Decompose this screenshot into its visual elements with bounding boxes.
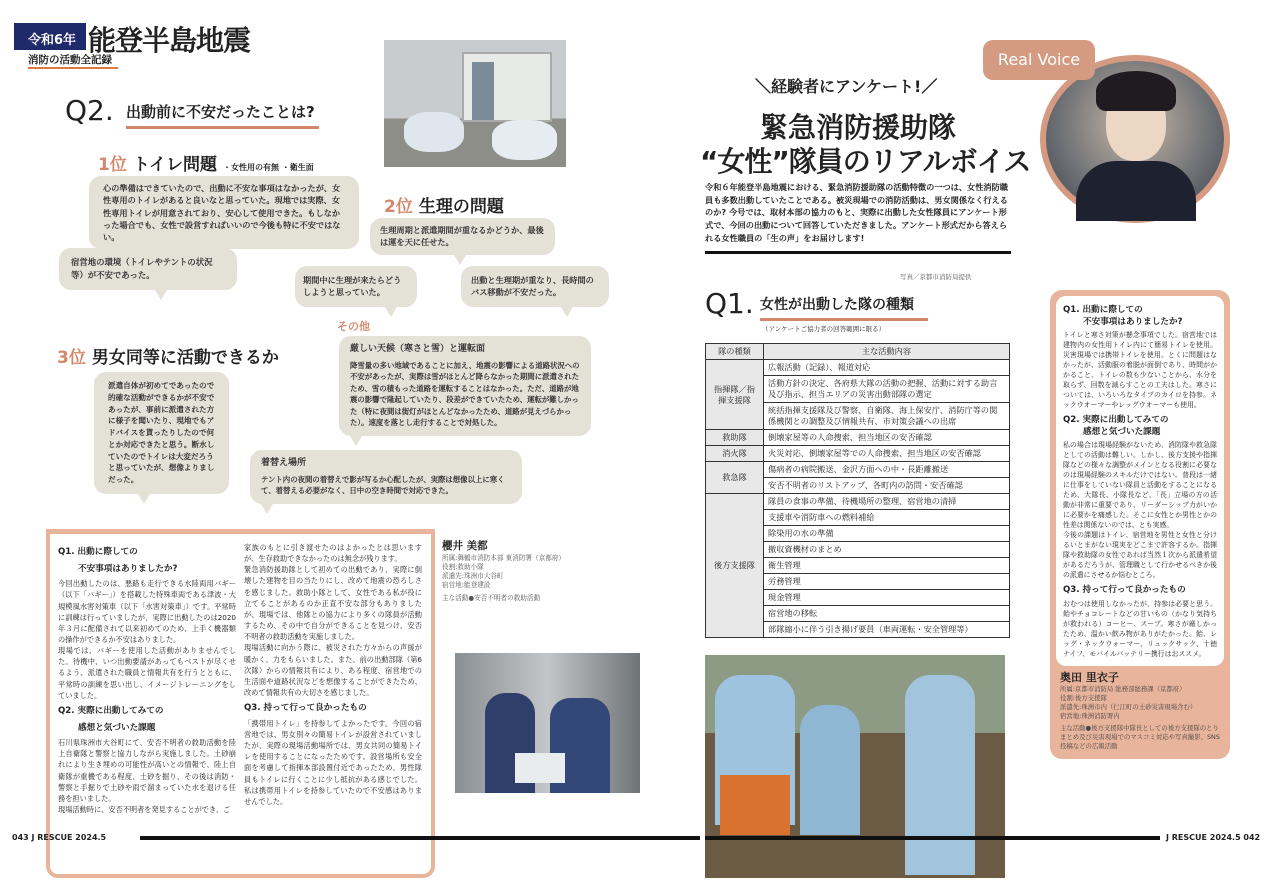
unit-type-cell: 後方支援隊 bbox=[706, 494, 764, 638]
question-heading-cont: 不安事項はありましたか? bbox=[1083, 316, 1183, 327]
activity-cell: 安否不明者のリストアップ、各町内の訪問・安否確認 bbox=[764, 478, 1010, 494]
photo-credit: 写真／京都市消防局提供 bbox=[900, 273, 972, 281]
activity-cell: 統括指揮支援隊及び警察、自衛隊、海上保安庁、消防庁等の関係機関との調整及び情報共有、市対策会議への出席 bbox=[764, 403, 1010, 430]
activity-cell: 除染用の水の準備 bbox=[764, 526, 1010, 542]
table-header: 主な活動内容 bbox=[764, 344, 1010, 360]
unit-type-cell: 救急隊 bbox=[706, 462, 764, 494]
answer-bubble: 心の準備はできていたので、出動に不安な事項はなかったが、女性専用のトイレがあると良いなと思っていた。現地では実際、女性専用トイレが用意されており、安心して使用できた。もしなかった場合でも、女性で設営すればいいので今後も特に不安ではない。 bbox=[89, 176, 359, 249]
answer-text: 石川県珠洲市大谷町にて、安否不明者の救助活動を陸上自衛隊と警察と協力しながら実施しました。土砂崩れにより生き埋めの可能性が高いとの情報で、陸上自衛隊が重機である程度、土砂を掘り、その後は消防・警察と手掘りで土砂や雨で溜まっていた水を退ける任務を担いました。 現場活動時に、安否不明者を発見することができ、ご bbox=[58, 738, 236, 815]
q1-number: Q1. bbox=[705, 287, 754, 320]
profile-okuda: 奥田 里衣子 所属:京都市消防局 総務部総務課（京都府） 役割:後方支援隊 派遣先:珠洲市内（仁江町の土砂災害現場含む） 宿営地:珠洲消防署内 主な活動●後方支援隊中隊長としての後方支援隊のとりまとめ及び災害現場でのマスコミ対応や写真撮影、SNS投稿などの広報活動 bbox=[1060, 670, 1220, 751]
answer-text: 家族のもとに引き渡せたのはよかったとは思いますが、生存救助できなかったのは無念が残ります。 緊急消防援助隊として初めての出動であり、実際に倒壊した建物を目の当たりにし、改めて地震の恐ろしさを感じました。救助小隊として、女性である私が役に立てることがあるのか正直不安な部分もありましたが、現場では、他隊との協力により多くの隊員が活動するため、その中で自分ができることを見つけ、安否不明者の救助活動を実施しました。 現場活動に向かう際に、被災された方々からの声援が暖かく、力をもらいました。また、前の出動部隊（第6次隊）からの情報共有により、ある程度、宿営地での生活面や道路状況などを想像することができたため、改めて情報共有の大切さを感じました。 bbox=[244, 543, 422, 698]
activity-cell: 傷病者の病院搬送、金沢方面への中・長距離搬送 bbox=[764, 462, 1010, 478]
series-title: 能登半島地震 bbox=[88, 24, 251, 57]
question-heading: Q3. 持って行って良かったもの bbox=[244, 703, 367, 714]
interview-box-right bbox=[1056, 296, 1224, 666]
answer-bubble: 期間中に生理が来たらどうしようと思っていた。 bbox=[295, 266, 417, 307]
table-row bbox=[706, 494, 1010, 510]
activity-cell: 労務管理 bbox=[764, 574, 1010, 590]
other-bubble-weather: 厳しい天候（寒さと雪）と運転面 降雪量の多い地域であることに加え、地震の影響による道路状況への不安があったが、実際は雪がほとんど降らなかった期間に派遣されたため、雪の積もった道路を運転することはなかった。ただ、道路が地震の影響で隆起していたり、段差ができていたため、運転が難しかった（特に夜間は街灯がほとんどなかったため、道路が見えづらかった）。速度を落とし走行することで対処した。 bbox=[339, 336, 591, 436]
question-heading-cont: 感想と気づいた課題 bbox=[78, 722, 156, 733]
activity-cell: 撤収資機材のまとめ bbox=[764, 542, 1010, 558]
activity-cell: 倒壊家屋等の人命捜索、担当地区の安否確認 bbox=[764, 430, 1010, 446]
unit-type-cell: 救助隊 bbox=[706, 430, 764, 446]
answer-bubble: 宿営地の環境（トイレやテントの状況等）が不安であった。 bbox=[59, 248, 237, 290]
kicker: ＼経験者にアンケート!／ bbox=[755, 77, 938, 96]
answer-bubble: 生理周期と派遣期間が重なるかどうか、最後は運を天に任せた。 bbox=[370, 218, 555, 255]
table-row bbox=[706, 446, 1010, 462]
activity-cell: 支援車や消防車への燃料補給 bbox=[764, 510, 1010, 526]
answer-bubble: 派遣自体が初めてであったので的確な活動ができるかが不安であったが、事前に派遣された方に様子を聞いたり、現地でもアドバイスを貰ったりしたので何とか対応できたと思う。断水していたのでトイレは大変だろうと思っていたが、想像よりましだった。 bbox=[94, 372, 229, 494]
other-label: その他 bbox=[337, 320, 370, 333]
footer-left: 043 J RESCUE 2024.5 bbox=[12, 833, 107, 842]
answer-text: 私の場合は現場経験がないため、消防隊や救急隊としての活動は難しい。しかし、後方支援や指揮隊などの様々な調整がメインとなる役割に必要なのは現場経験のスキルだけではない。普段は一緒に仕事をしていない隊員と活動をすることになるため、大隊長、小隊長など、「長」立場の方の活動が非常に重要であり、リーダーシップ力がいかに必要かを痛感した。そこに女性とか男性とかの性差は関係ないのでは、とも実感。 今後の課題はトイレ、宿営地を男性と女性と分けるいとまがない現実をどこまで許容するか。指揮隊や救助隊の女性であれば当然１次から派遣希望があるだろうが、管理職として行かせるべきか後の派遣にさせるか悩むところ。 bbox=[1063, 441, 1217, 580]
question-heading: Q2. 実際に出動してみての bbox=[58, 705, 164, 716]
activity-cell: 火災対応、倒壊家屋等での人命捜索、担当地区の安否確認 bbox=[764, 446, 1010, 462]
footer-rule-left bbox=[140, 836, 700, 840]
activity-cell: 宿営地の移転 bbox=[764, 606, 1010, 622]
unit-types-table bbox=[705, 343, 1010, 638]
activity-cell: 隊員の食事の準備、待機場所の整理、宿営地の清掃 bbox=[764, 494, 1010, 510]
q2-title: 出動前に不安だったことは? bbox=[126, 101, 319, 129]
q1-title: 女性が出動した隊の種類 bbox=[760, 294, 928, 321]
series-subtitle: 消防の活動全記録 bbox=[28, 52, 118, 69]
table-row bbox=[706, 462, 1010, 478]
answer-text: トイレと寒さ対策が懸念事項でした。宿営地では建物内の女性用トイレ内にて簡易トイレを使用。災害現場では携帯トイレを使用。とくに問題はなかったが、活動服の着脱が面倒であり、時間がかかること、トイレの数も少ないことから、水分を取らず、回数を減らすことの工夫はした。寒さについては、いろいろなタイプのカイロを持参。ネックウオーマーやレッグウオーマーも使用。 bbox=[1063, 331, 1217, 410]
activity-cell: 部隊縮小に伴う引き揚げ要員（車両運転・安全管理等） bbox=[764, 622, 1010, 638]
series-badge: 令和6年 bbox=[14, 23, 86, 50]
question-heading: Q3. 持って行って良かったもの bbox=[1063, 585, 1186, 596]
photo-digging-rescue bbox=[705, 655, 1005, 878]
question-heading: Q1. 出動に際しての bbox=[1063, 305, 1143, 315]
other-bubble-changing: 着替え場所 テント内の夜間の着替えで影が写るか心配したが、実際は想像以上に寒くて、着替える必要がなく、日中の空き時間で対応できた。 bbox=[250, 450, 522, 504]
activity-cell: 衛生管理 bbox=[764, 558, 1010, 574]
rank2-heading: 2位 生理の問題 bbox=[384, 197, 504, 217]
profile-sakurai: 櫻井 美都 所属:舞鶴市消防本部 東消防署（京都府） 役割:救助小隊 派遣先:珠洲市大谷町 宿営地:能登建設 主な活動●安否不明者の救助活動 bbox=[438, 533, 578, 609]
unit-type-cell: 消火隊 bbox=[706, 446, 764, 462]
question-heading-cont: 感想と気づいた課題 bbox=[1083, 426, 1161, 437]
answer-text: おむつは使用しなかったが、持参は必要と思う。飴やチョコレートなどの甘いもの（かなり気持ちが救われる）コーヒー、スープ。寒さが厳しかったため、温かい飲み物がありがたかった。飴、レッグ・ネックウォーマー、リュックサック、十徳ナイフ、モバイルバッテリー携行はおススメ。 bbox=[1063, 599, 1217, 658]
footer-rule-right bbox=[705, 836, 1160, 840]
unit-type-cell: 指揮隊／指揮支援隊 bbox=[706, 360, 764, 430]
lead-text: 令和６年能登半島地震における、緊急消防援助隊の活動特徴の一つは、女性消防職員も多数出動していたことである。被災現場での消防活動は、男女関係なく行えるのか? 今号では、取材本部の協力のもと、実際に出動した女性隊員にアンケート形式で、今回の出動について回答していただきました。アンケート形式だから答えられる女性職員の「生の声」をお届けします! bbox=[705, 181, 1011, 254]
q1-note: （アンケートご協力者の回答範囲に限る） bbox=[762, 325, 886, 333]
real-voice-badge: Real Voice bbox=[983, 40, 1095, 80]
answer-text: 今回出動したのは、悪路も走行できる水陸両用バギー（以下「バギー」）を搭載した特殊車両である津波・大規模風水害対策車（以下「水害対策車」）です。平常時に訓練は行っていましたが、実際に出動したのは2020年３月に配備されて以来初めてのため、上手く機器類の操作ができるか不安はありました。 現場では、バギーを使用した活動がありませんでした。待機中、いつ出動要請があってもベストが尽くせるよう、派遣された職員と情報共有を行うとともに、平常時の訓練を思い出し、イメージトレーニングをしていました。 bbox=[58, 579, 236, 700]
activity-cell: 広報活動（記録）、報道対応 bbox=[764, 360, 1010, 376]
table-header: 隊の種類 bbox=[706, 344, 764, 360]
answer-text: 「携帯用トイレ」を持参してよかったです。今回の宿営地では、男女別々の簡易トイレが設営されていましたが、実際の現場活動場所では、男女共同の簡易トイレを使用することになったためです。設営場所も安全面を考慮して指揮本部設置付近であったため、男性隊員もトイレに行くことに少し抵抗がある感じでした。私は携帯用トイレを持参していたので不安感はありませんでした。 bbox=[244, 718, 422, 806]
interview-box-left bbox=[46, 529, 435, 878]
photo-rescuers bbox=[455, 653, 640, 793]
feature-title-2: “女性”隊員のリアルボイス bbox=[700, 145, 1031, 178]
answer-bubble: 出動と生理期が重なり、長時間のバス移動が不安だった。 bbox=[461, 266, 609, 307]
table-row bbox=[706, 360, 1010, 376]
activity-cell: 現金管理 bbox=[764, 590, 1010, 606]
feature-title-1: 緊急消防援助隊 bbox=[760, 111, 957, 144]
portrait-illustration bbox=[1040, 55, 1230, 223]
footer-right: J RESCUE 2024.5 042 bbox=[1166, 833, 1261, 842]
photo-trash-bags bbox=[384, 40, 566, 167]
question-heading: Q2. 実際に出動してみての bbox=[1063, 415, 1169, 426]
q2-number: Q2. bbox=[65, 94, 114, 127]
question-heading-cont: 不安事項はありましたか? bbox=[78, 563, 178, 574]
activity-cell: 活動方針の決定、各府県大隊の活動の把握、活動に対する助言及び指示、担当エリアの災害出動部隊の選定 bbox=[764, 376, 1010, 403]
interview-panel-right bbox=[1050, 290, 1230, 759]
table-row bbox=[706, 430, 1010, 446]
rank3-heading: 3位 男女同等に活動できるか bbox=[57, 348, 279, 368]
question-heading: Q1. 出動に際しての bbox=[58, 547, 138, 557]
rank1-heading: 1位 トイレ問題 ・女性用の有無 ・衛生面 bbox=[98, 155, 314, 175]
